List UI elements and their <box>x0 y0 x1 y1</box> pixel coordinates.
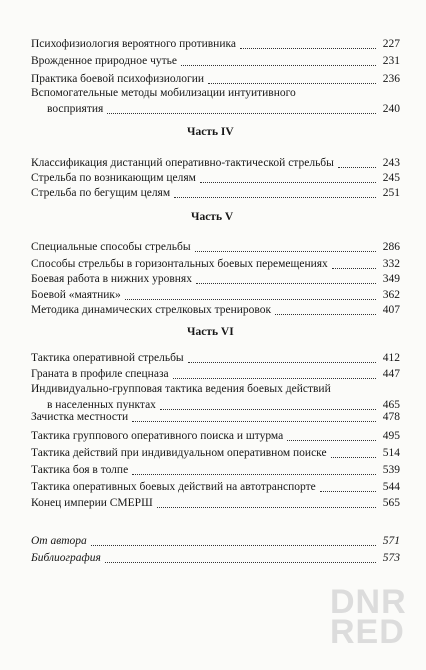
toc-entry-title: Психофизиология вероятного противника <box>31 38 237 50</box>
toc-entry <box>31 240 400 255</box>
page-number: 332 <box>382 258 400 270</box>
watermark-line-1: DNR <box>330 583 407 621</box>
toc-entry <box>31 446 400 461</box>
toc-entry <box>31 37 400 52</box>
page-number: 478 <box>382 411 400 423</box>
toc-entry <box>31 303 400 318</box>
toc-entry <box>31 102 400 117</box>
toc-entry <box>31 534 400 549</box>
dot-leader <box>287 440 376 441</box>
toc-entry-title: Конец империи СМЕРШ <box>31 497 153 509</box>
dot-leader <box>331 457 376 458</box>
page-number: 362 <box>382 289 400 301</box>
dot-leader <box>188 362 376 363</box>
page-number: 544 <box>382 481 400 493</box>
toc-entry <box>31 463 400 478</box>
toc-entry-title: Тактика оперативных боевых действий на автотранспорте <box>31 481 316 493</box>
dot-leader <box>196 283 376 284</box>
toc-entry <box>31 186 400 201</box>
toc-entry-title: Практика боевой психофизиологии <box>31 73 205 85</box>
page-number: 231 <box>382 55 400 67</box>
toc-entry <box>31 156 400 171</box>
page-number: 573 <box>382 552 400 564</box>
page-number: 495 <box>382 430 400 442</box>
toc-entry <box>31 429 400 444</box>
toc-entry-title: Тактика боя в толпе <box>31 464 129 476</box>
page-number: 251 <box>382 187 400 199</box>
toc-entry <box>31 257 400 272</box>
toc-entry-title: Зачистка местности <box>31 411 129 423</box>
page-number: 465 <box>382 399 400 411</box>
dot-leader <box>132 474 376 475</box>
dot-leader <box>240 48 376 49</box>
page-number: 245 <box>382 172 400 184</box>
dot-leader <box>200 182 376 183</box>
page-number: 286 <box>382 241 400 253</box>
dot-leader <box>195 251 376 252</box>
toc-entry <box>31 72 400 87</box>
toc-entry-title: Классификация дистанций оперативно-тактической стрельбы <box>31 157 334 169</box>
page-number: 236 <box>382 73 400 85</box>
dot-leader <box>157 507 376 508</box>
toc-entry <box>31 480 400 495</box>
dot-leader <box>91 545 376 546</box>
toc-entry-title: От автора <box>31 535 87 547</box>
toc-entry <box>31 171 400 186</box>
toc-entry-title: Тактика оперативной стрельбы <box>31 352 184 364</box>
toc-entry-line <box>31 86 400 101</box>
page-number: 514 <box>382 447 400 459</box>
toc-entry-title: Стрельба по бегущим целям <box>31 187 171 199</box>
toc-entry-title: Вспомогательные методы мобилизации интуитивного <box>31 87 296 99</box>
dot-leader <box>132 421 376 422</box>
dot-leader <box>107 113 376 114</box>
section-heading: Часть V <box>191 211 234 223</box>
section-heading: Часть IV <box>187 126 234 138</box>
dot-leader <box>173 378 376 379</box>
toc-entry-title: Индивидуально-групповая тактика ведения боевых действий <box>31 383 331 395</box>
page-number: 539 <box>382 464 400 476</box>
dot-leader <box>332 268 376 269</box>
toc-entry-title: Способы стрельбы в горизонтальных боевых перемещениях <box>31 258 328 270</box>
toc-entry <box>31 351 400 366</box>
toc-entry <box>31 367 400 382</box>
toc-entry-title: Библиография <box>31 552 101 564</box>
dot-leader <box>181 65 376 66</box>
page-number: 240 <box>382 103 400 115</box>
toc-entry <box>31 410 400 425</box>
page-number: 412 <box>382 352 400 364</box>
toc-entry-title-continued: восприятия <box>47 103 104 115</box>
page-number: 407 <box>382 304 400 316</box>
toc-entry-line <box>31 382 400 397</box>
toc-entry-title: Граната в профиле спецназа <box>31 368 169 380</box>
toc-entry-title: Стрельба по возникающим целям <box>31 172 196 184</box>
watermark-line-2: RED <box>330 613 405 651</box>
toc-entry-title: Боевая работа в нижних уровнях <box>31 273 192 285</box>
dot-leader <box>320 491 376 492</box>
toc-entry-title: Методика динамических стрелковых тренировок <box>31 304 272 316</box>
toc-entry-title-continued: в населенных пунктах <box>47 399 156 411</box>
toc-entry <box>31 54 400 69</box>
dot-leader <box>125 299 376 300</box>
dot-leader <box>338 167 376 168</box>
page-number: 227 <box>382 38 400 50</box>
page-number: 447 <box>382 368 400 380</box>
toc-entry-title: Врожденное природное чутье <box>31 55 177 67</box>
toc-entry <box>31 272 400 287</box>
toc-entry <box>31 551 400 566</box>
dot-leader <box>174 197 376 198</box>
dot-leader <box>208 83 376 84</box>
toc-entry-title: Тактика группового оперативного поиска и штурма <box>31 430 284 442</box>
toc-entry-title: Боевой «маятник» <box>31 289 121 301</box>
toc-entry-title: Специальные способы стрельбы <box>31 241 191 253</box>
dot-leader <box>105 562 376 563</box>
page-number: 243 <box>382 157 400 169</box>
toc-entry <box>31 496 400 511</box>
watermark-logo <box>330 583 418 651</box>
page-number: 565 <box>382 497 400 509</box>
toc-entry-title: Тактика действий при индивидуальном оперативном поиске <box>31 447 327 459</box>
dot-leader <box>275 314 376 315</box>
page-number: 349 <box>382 273 400 285</box>
toc-entry <box>31 288 400 303</box>
page-number: 571 <box>382 535 400 547</box>
section-heading: Часть VI <box>187 326 234 338</box>
